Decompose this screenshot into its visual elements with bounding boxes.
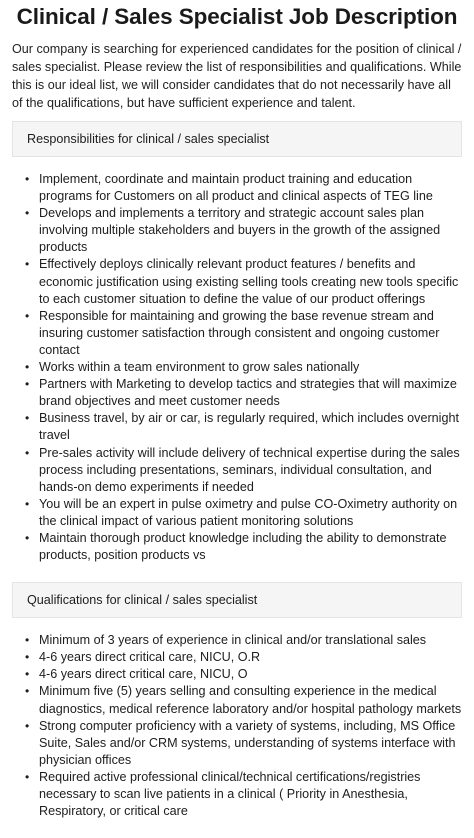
bullet-icon: •	[25, 718, 30, 733]
list-item: • Minimum of 3 years of experience in clinical and/or translational sales	[12, 632, 462, 649]
bullet-icon: •	[25, 411, 30, 426]
bullet-icon: •	[25, 360, 30, 375]
bullet-icon: •	[25, 172, 30, 186]
list-item: • Maintain thorough product knowledge including the ability to demonstrate products, position products vs	[25, 530, 447, 563]
list-item: • Works within a team environment to grow sales nationally	[12, 359, 462, 376]
qualifications-list	[12, 632, 462, 820]
responsibilities-heading: Responsibilities for clinical / sales specialist	[27, 132, 270, 146]
qualifications-heading: Qualifications for clinical / sales specialist	[27, 593, 258, 608]
bullet-icon: •	[25, 206, 30, 221]
list-item: • Responsible for maintaining and growing the base revenue stream and insuring customer satisfaction through consistent and ongoing customer contact	[25, 308, 440, 357]
list-item: • Pre-sales activity will include delivery of technical expertise during the sales process including presentations, seminars, individual consultation, and hands-on demo experiments if needed	[25, 445, 460, 494]
list-item: • Required active professional clinical/technical certifications/registries necessary to scan live patients in a clinical ( Priority in Anesthesia, Respiratory, or critical care	[25, 769, 421, 819]
list-item: • 4-6 years direct critical care, NICU, O.R	[12, 649, 462, 666]
responsibilities-header	[12, 121, 462, 157]
bullet-icon: •	[25, 667, 30, 682]
bullet-icon: •	[25, 377, 30, 392]
page-title: Clinical / Sales Specialist Job Description	[16, 4, 458, 29]
list-item: • Implement, coordinate and maintain product training and education programs for Customers on all product and clinical aspects of TEG line	[25, 172, 433, 204]
bullet-icon: •	[25, 633, 30, 648]
list-item: • 4-6 years direct critical care, NICU, O	[12, 666, 462, 683]
list-item: • You will be an expert in pulse oximetry and pulse CO-Oximetry authority on the clinical impact of various patient monitoring solutions	[25, 496, 458, 528]
list-item: • Effectively deploys clinically relevant product features / benefits and economic justification using existing selling tools creating new tools specific to each customer situation to define the value of our product offerings	[25, 257, 459, 306]
responsibilities-list	[12, 171, 462, 564]
bullet-icon: •	[25, 445, 30, 460]
qualifications-header	[12, 582, 462, 618]
bullet-icon: •	[25, 257, 30, 272]
list-item: • Develops and implements a territory and strategic account sales plan involving multiple stakeholders and buyers in the growth of the assigned products	[25, 206, 441, 255]
bullet-icon: •	[25, 308, 30, 323]
bullet-icon: •	[25, 650, 30, 665]
bullet-icon: •	[25, 496, 30, 511]
list-item: • Business travel, by air or car, is regularly required, which includes overnight travel	[25, 411, 459, 443]
list-item: • Strong computer proficiency with a variety of systems, including, MS Office Suite, Sales and/or CRM systems, understanding of systems interface with physician offices	[25, 718, 456, 767]
bullet-icon: •	[25, 769, 30, 784]
bullet-icon: •	[25, 684, 30, 699]
list-item: • Minimum five (5) years selling and consulting experience in the medical diagnostics, medical reference laboratory and/or hospital pathology markets	[25, 684, 462, 716]
bullet-icon: •	[25, 530, 30, 545]
list-item: • Partners with Marketing to develop tactics and strategies that will maximize brand objectives and meet customer needs	[25, 377, 457, 409]
intro-paragraph: Our company is searching for experienced candidates for the position of clinical / sales specialist. Please review the list of responsibilities and qualifications. While this is our ideal list, we will consider candidates that do not necessarily have all of the qualifications, but have sufficient experience and talent.	[12, 42, 462, 110]
